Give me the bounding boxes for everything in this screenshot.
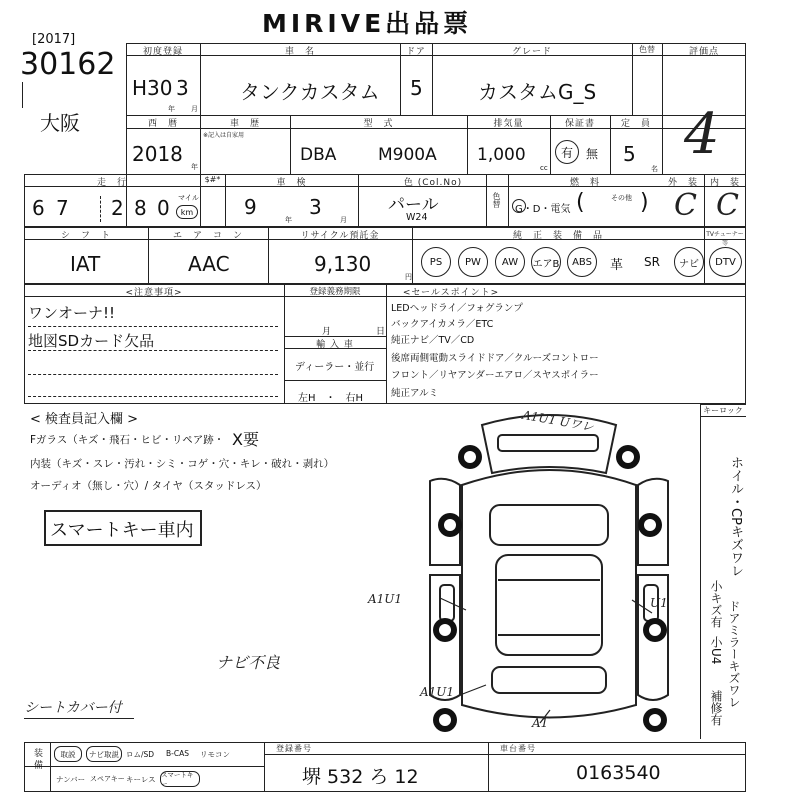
inspector-header: < 検査員記入欄 > (30, 412, 139, 427)
equip-keyless: キーレス (126, 775, 156, 784)
reg-expiry-header: 登録義務期限 (309, 287, 361, 297)
equip-smart-key: スマートキー (160, 771, 200, 787)
equip-number: ナンバー (56, 775, 86, 784)
sales-line-4: 後席両側電動スライドドア／クルーズコントロー (391, 353, 599, 364)
first-reg-era: H30 (132, 76, 173, 100)
color-header: 色 (Col.No) (403, 178, 463, 188)
inspection-year-unit: 年 (285, 216, 292, 224)
recycle-unit: 円 (405, 273, 412, 281)
reg-number-header: 登録番号 (276, 744, 312, 753)
fuel-other-close: ) (640, 190, 649, 215)
mileage-digit-2: 7 (56, 196, 69, 220)
sales-line-6: 純正アルミ (391, 388, 439, 399)
equip-leather: 革 (610, 258, 624, 273)
sales-line-2: バックアイカメラ／ETC (391, 319, 494, 330)
fuel-other: その他 (611, 194, 632, 202)
mileage-unit-km: km (176, 205, 198, 219)
doors-header: ドア (406, 47, 426, 57)
exterior-value: C (674, 188, 697, 223)
car-name-header: 車 名 (284, 47, 315, 57)
warranty-header: 保証書 (564, 119, 595, 129)
inspector-line-3: オーディオ（無し・穴）/ タイヤ（スタッドレス） (30, 480, 267, 492)
fuel-other-open: ( (576, 190, 585, 215)
inspector-line-1: Fガラス（キズ・飛石・ヒビ・リペア跡・ (30, 434, 225, 446)
mileage-digit-4: 8 (134, 196, 147, 220)
history-header: 車 歴 (229, 119, 260, 129)
equip-abs: ABS (567, 247, 597, 277)
equipment-header: 純 正 装 備 品 (512, 231, 603, 241)
equip-airbag: エアB (531, 247, 561, 277)
equip-navi: ナビ (674, 247, 704, 277)
displacement-header: 排気量 (493, 119, 524, 129)
shift-header: シ フ ト (60, 231, 111, 241)
interior-value: C (716, 188, 739, 223)
smart-key-note: スマートキー車内 (50, 520, 194, 541)
capacity-unit: 名 (651, 165, 658, 173)
color-code: W24 (406, 212, 428, 223)
reg-number: 堺 532 ろ 12 (302, 766, 419, 788)
seat-cover-underline (24, 718, 134, 719)
sales-line-1: LEDヘッドライ／フォグランプ (391, 303, 523, 314)
equip-navi-manual: ナビ取説 (86, 746, 122, 762)
mark-right: U1 (650, 596, 668, 610)
side-note-4: 小U4 (709, 636, 723, 665)
meter-swap-header: $#* (204, 175, 221, 184)
lot-divider (22, 82, 23, 108)
inspection-year: 9 (244, 195, 257, 219)
import-steer: 左H ・ 右H (298, 393, 364, 404)
aircon-value: AAC (188, 252, 230, 276)
seat-cover-note: シートカバー付 (24, 700, 122, 716)
bottom-side-label: 装備 (32, 748, 42, 772)
sales-line-5: フロント／リヤアンダーエアロ／スヤスポイラー (391, 370, 599, 381)
inspector-x-req: X要 (232, 430, 259, 449)
displacement-unit: cc (540, 164, 548, 172)
mark-bottom: A1 (532, 716, 549, 730)
recycle-header: リサイクル預託金 (300, 231, 380, 241)
reg-day-label: 日 (376, 327, 386, 337)
grade-value: カスタムG_S (478, 80, 597, 104)
mileage-digit-3: 2 (111, 196, 124, 220)
displacement-value: 1,000 (477, 145, 526, 165)
tuner-header: TVチューナー等 (706, 231, 744, 247)
equip-spare-key: スペアキー (90, 775, 125, 783)
color-value: パール (388, 195, 439, 215)
fuel-header: 燃 料 (569, 178, 600, 188)
grade-header: グレード (511, 47, 552, 57)
first-reg-month: 3 (176, 76, 189, 100)
side-note-3: ドアミラーキズワレ (727, 600, 741, 708)
sheet-title: MIRIVE出品票 (262, 9, 473, 38)
exterior-header: 外 装 (667, 178, 698, 188)
mark-left: A1U1 (368, 592, 403, 606)
lot-number: 30162 (20, 47, 116, 82)
first-reg-year-unit: 年 (168, 105, 175, 113)
capacity-header: 定 員 (620, 119, 651, 129)
evaluation-value: 4 (684, 102, 720, 167)
side-note-5: 補修有 (709, 690, 723, 726)
equip-bcas: B-CAS (166, 749, 189, 758)
key-lock-header: キーロック (703, 406, 743, 415)
warranty-no: 無 (586, 147, 599, 161)
reg-month-label: 月 (322, 327, 332, 337)
doors-value: 5 (410, 76, 423, 100)
seireki-header: 西 暦 (147, 119, 178, 129)
color-side-label: 色替 (492, 192, 501, 208)
navi-defect-note: ナビ不良 (216, 653, 281, 672)
note-line-2: 地図SDカード欠品 (28, 332, 155, 350)
equip-pw: PW (458, 247, 488, 277)
sales-line-3: 純正ナビ／TV／CD (391, 335, 475, 346)
mileage-digit-1: 6 (32, 196, 45, 220)
inspection-month-unit: 月 (340, 216, 347, 224)
inspector-line-2: 内装（キズ・スレ・汚れ・シミ・コゲ・穴・キレ・破れ・剥れ） (30, 458, 335, 470)
first-reg-header: 初度登録 (142, 47, 183, 57)
year-box: [2017] (32, 32, 76, 47)
import-header: 輸 入 車 (316, 340, 354, 350)
equip-aw: AW (495, 247, 525, 277)
seireki-value: 2018 (132, 142, 183, 166)
mileage-digit-5: 0 (157, 196, 170, 220)
notes-header: <注意事項> (125, 288, 183, 298)
equip-manual: 取説 (54, 746, 82, 762)
equip-rom: ロム/SD (126, 750, 155, 759)
equip-ps: PS (421, 247, 451, 277)
first-reg-month-unit: 月 (191, 105, 198, 113)
capacity-value: 5 (623, 142, 636, 166)
recycle-value: 9,130 (314, 252, 372, 276)
frame-number: 0163540 (576, 762, 661, 784)
model-value: M900A (378, 145, 437, 165)
interior-header: 内 装 (709, 178, 740, 188)
aircon-header: エ ア コ ン (172, 231, 243, 241)
history-note: ※記入は自家用 (203, 132, 245, 139)
colored-header: 色替 (639, 45, 655, 54)
mark-left-low: A1U1 (420, 685, 455, 699)
sales-points-header: <セールスポイント> (402, 288, 500, 298)
inspection-header: 車 検 (276, 178, 307, 188)
equip-sr: SR (644, 255, 660, 269)
mileage-header: 走 行 (96, 178, 127, 188)
equip-dtv: DTV (709, 247, 742, 277)
fuel-options: G・D・電気 (515, 204, 571, 215)
side-note-1: ホイル・CPキズワレ (728, 456, 743, 577)
mark-top: A1U1 Uワレ (521, 407, 595, 435)
inspection-month: 3 (309, 195, 322, 219)
car-name: タンクカスタム (240, 80, 380, 104)
model-header: 型 式 (363, 119, 394, 129)
shift-value: IAT (70, 252, 101, 276)
import-dealer: ディーラー・並行 (295, 362, 375, 373)
note-line-1: ワンオーナ!! (28, 304, 116, 322)
model-prefix: DBA (300, 145, 337, 165)
mileage-unit-mile: マイル (178, 194, 199, 202)
region: 大阪 (40, 111, 80, 135)
frame-number-header: 車台番号 (500, 744, 536, 753)
equip-remote: リモコン (200, 750, 230, 759)
warranty-yes: 有 (555, 140, 579, 164)
side-note-2: 小キズ有 (709, 580, 723, 628)
evaluation-header: 評価点 (688, 47, 719, 57)
seireki-unit: 年 (191, 163, 198, 171)
